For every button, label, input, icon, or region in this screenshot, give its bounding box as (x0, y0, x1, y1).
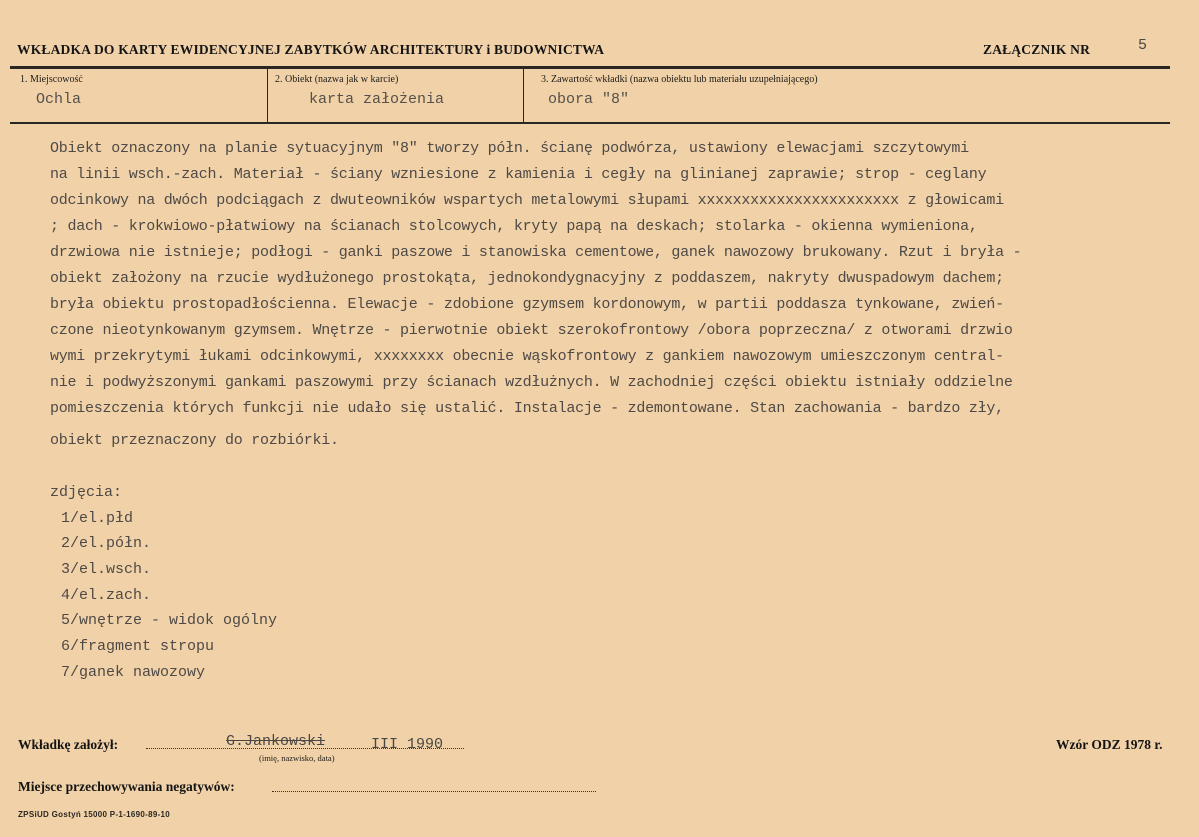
field-2-label: 2. Obiekt (nazwa jak w karcie) (275, 74, 399, 85)
description-body (50, 136, 1190, 454)
description-line: Obiekt oznaczony na planie sytuacyjnym "8" tworzy półn. ścianę podwórza, ustawiony elewacjami szczytowymi (50, 140, 969, 157)
photo-item: 5/wnętrze - widok ogólny (61, 612, 278, 630)
description-line: obiekt przeznaczony do rozbiórki. (50, 432, 339, 449)
field-divider (267, 68, 268, 124)
author-label: Wkładkę założył: (18, 737, 119, 752)
model-label: Wzór ODZ 1978 r. (1056, 737, 1163, 752)
field-1-value: Ochla (36, 91, 82, 108)
description-line: na linii wsch.-zach. Materiał - ściany wzniesione z kamienia i cegły na glinianej zaprawie; strop - ceglany (50, 166, 987, 183)
field-3-label: 3. Zawartość wkładki (nazwa obiektu lub materiału uzupełniającego) (541, 74, 818, 85)
description-line: czone nieotynkowanym gzymsem. Wnętrze - pierwotnie obiekt szerokofrontowy /obora poprzeczna/ z otworami drzwio (50, 322, 1013, 339)
field-divider (523, 68, 524, 124)
description-line: wymi przekrytymi łukami odcinkowymi, xxxxxxxx obecnie wąskofrontowy z gankiem nawozowym umieszczonym central- (50, 348, 1004, 365)
photo-item: 6/fragment stropu (61, 638, 215, 656)
description-line: nie i podwyższonymi gankami paszowymi przy ścianach wzdłużnych. W zachodniej części obiektu istniały oddzielne (50, 374, 1013, 391)
photo-item: 4/el.zach. (61, 586, 152, 604)
photo-item: 2/el.półn. (61, 535, 152, 553)
description-line: ; dach - krokwiowo-płatwiowy na ścianach stolcowych, kryty papą na deskach; stolarka - okienna wymieniona, (50, 218, 978, 235)
photo-item: 7/ganek nawozowy (61, 663, 206, 681)
top-rule (10, 66, 1170, 69)
author-name: G.Jankowski (226, 733, 326, 750)
description-line: bryła obiektu prostopadłościenna. Elewacje - zdobione gzymsem kordonowym, w partii poddasza tynkowane, zwień- (50, 296, 1004, 313)
bottom-rule (10, 122, 1170, 124)
description-line: pomieszczenia których funkcji nie udało się ustalić. Instalacje - zdemontowane. Stan zachowania - bardzo zły, (50, 400, 1004, 417)
field-3-value: obora "8" (548, 91, 630, 108)
photo-item: 3/el.wsch. (61, 561, 152, 579)
field-2-value: karta założenia (309, 91, 445, 108)
photo-item: 1/el.płd (61, 509, 134, 527)
photo-list-heading: zdjęcia: (50, 484, 123, 501)
author-date: III 1990 (371, 736, 444, 753)
negatives-label: Miejsce przechowywania negatywów: (18, 779, 235, 794)
form-title: WKŁADKA DO KARTY EWIDENCYJNEJ ZABYTKÓW ARCHITEKTURY i BUDOWNICTWA (17, 42, 605, 57)
printer-imprint: ZPSiUD Gostyń 15000 P-1-1690-89-10 (18, 810, 171, 819)
description-line: odcinkowy na dwóch podciągach z dwuteowników wspartych metalowymi słupami xxxxxxxxxxxxxxxxxxxxxxx z głowicami (50, 192, 1004, 209)
description-line: drzwiowa nie istnieje; podłogi - ganki paszowe i stanowiska cementowe, ganek nawozowy brukowany. Rzut i bryła - (50, 244, 1022, 261)
description-line: obiekt założony na rzucie wydłużonego prostokąta, jednokondygnacyjny z poddaszem, nakryty dwuspadowym dachem; (50, 270, 1004, 287)
photo-list (50, 480, 277, 686)
field-1-label: 1. Miejscowość (20, 74, 83, 85)
negatives-dotted-line (272, 791, 596, 792)
author-caption: (imię, nazwisko, data) (259, 753, 335, 763)
annex-label: ZAŁĄCZNIK NR (983, 42, 1091, 57)
annex-number: 5 (1138, 37, 1148, 54)
